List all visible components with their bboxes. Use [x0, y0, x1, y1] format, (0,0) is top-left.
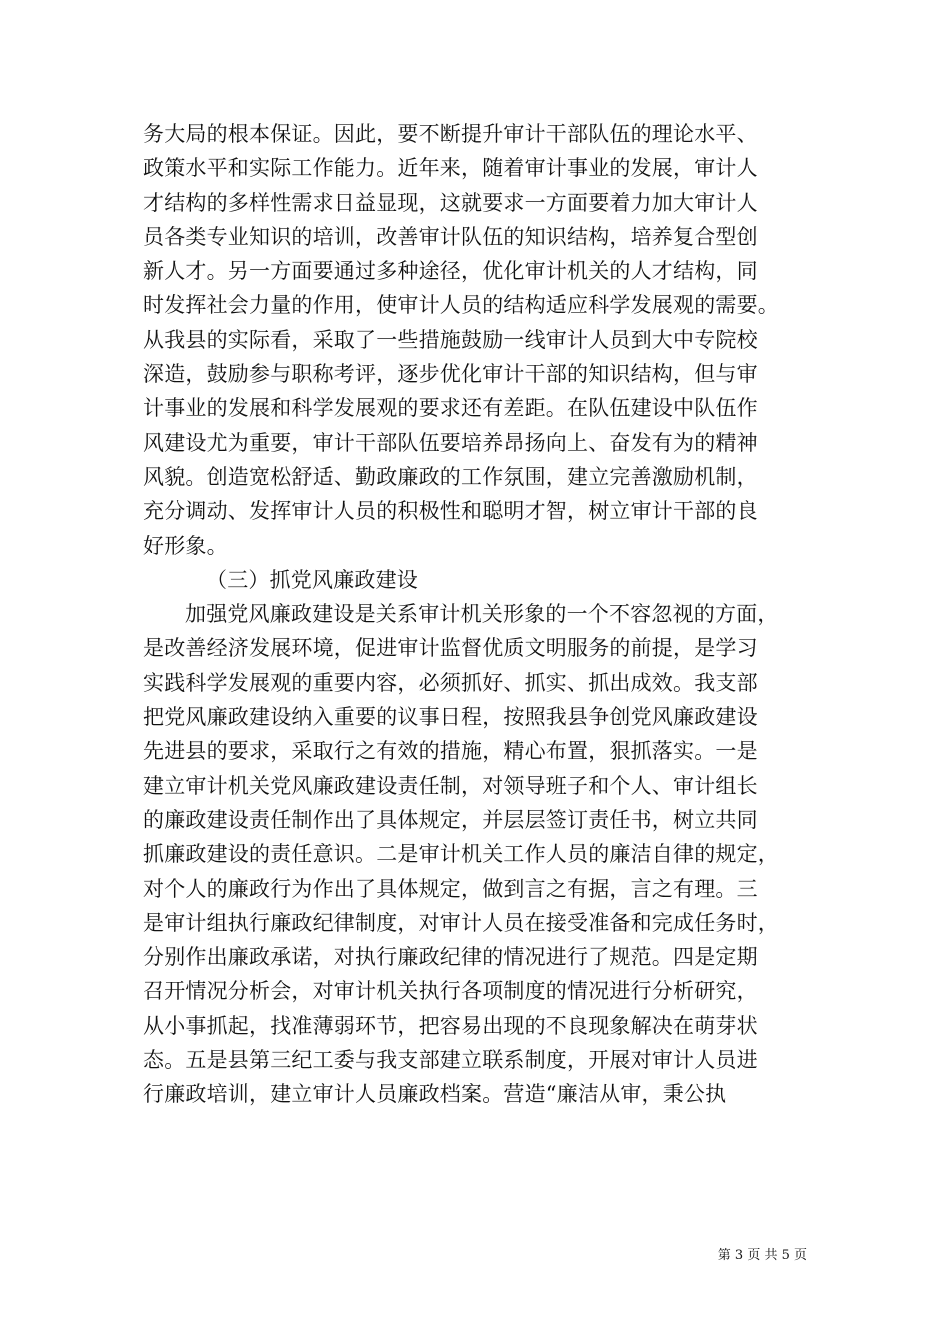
text-line: 召开情况分析会，对审计机关执行各项制度的情况进行分析研究， — [143, 979, 758, 1004]
text-line: 对个人的廉政行为作出了具体规定，做到言之有据，言之有理。三 — [143, 876, 758, 901]
text-line: 行廉政培训，建立审计人员廉政档案。营造“廉洁从审，秉公执 — [143, 1082, 727, 1107]
text-line: 充分调动、发挥审计人员的积极性和聪明才智，树立审计干部的良 — [143, 499, 758, 524]
text-line: 务大局的根本保证。因此，要不断提升审计干部队伍的理论水平、 — [143, 122, 758, 146]
text-line: 员各类专业知识的培训，改善审计队伍的知识结构，培养复合型创 — [143, 224, 758, 249]
section-heading: （三）抓党风廉政建设 — [206, 567, 418, 592]
text-line: 把党风廉政建设纳入重要的议事日程，按照我县争创党风廉政建设 — [143, 705, 758, 730]
text-line: 从我县的实际看，采取了一些措施鼓励一线审计人员到大中专院校 — [143, 327, 758, 352]
page-number-footer: 第 3 页 共 5 页 — [717, 1248, 807, 1263]
text-line: 政策水平和实际工作能力。近年来，随着审计事业的发展，审计人 — [143, 156, 758, 181]
text-line: 时发挥社会力量的作用，使审计人员的结构适应科学发展观的需要。 — [143, 293, 779, 318]
text-line: 深造，鼓励参与职称考评，逐步优化审计干部的知识结构，但与审 — [143, 362, 758, 387]
text-line: 分别作出廉政承诺，对执行廉政纪律的情况进行了规范。四是定期 — [143, 945, 758, 970]
text-line: 好形象。 — [143, 533, 228, 558]
text-line: 先进县的要求，采取行之有效的措施，精心布置，狠抓落实。一是 — [143, 739, 758, 764]
text-line: 风貌。创造宽松舒适、勤政廉政的工作氛围，建立完善激励机制， — [143, 464, 758, 489]
text-line: 抓廉政建设的责任意识。二是审计机关工作人员的廉洁自律的规定， — [143, 842, 779, 867]
text-line: 建立审计机关党风廉政建设责任制，对领导班子和个人、审计组长 — [143, 773, 758, 798]
text-line: 从小事抓起，找准薄弱环节，把容易出现的不良现象解决在萌芽状 — [143, 1013, 758, 1038]
text-line: 风建设尤为重要，审计干部队伍要培养昂扬向上、奋发有为的精神 — [143, 430, 758, 455]
text-line: 实践科学发展观的重要内容，必须抓好、抓实、抓出成效。我支部 — [143, 670, 758, 695]
text-line: 是改善经济发展环境，促进审计监督优质文明服务的前提，是学习 — [143, 636, 758, 661]
text-line: 计事业的发展和科学发展观的要求还有差距。在队伍建设中队伍作 — [143, 396, 758, 421]
text-line: 才结构的多样性需求日益显现，这就要求一方面要着力加大审计人 — [143, 190, 758, 215]
text-line: 是审计组执行廉政纪律制度，对审计人员在接受准备和完成任务时， — [143, 910, 779, 935]
text-line: 的廉政建设责任制作出了具体规定，并层层签订责任书，树立共同 — [143, 807, 758, 832]
text-line: 新人才。另一方面要通过多种途径，优化审计机关的人才结构，同 — [143, 259, 758, 284]
paragraph-first-line: 加强党风廉政建设是关系审计机关形象的一个不容忽视的方面， — [185, 602, 779, 627]
body-text — [143, 117, 815, 1112]
text-line: 态。五是县第三纪工委与我支部建立联系制度，开展对审计人员进 — [143, 1048, 758, 1073]
